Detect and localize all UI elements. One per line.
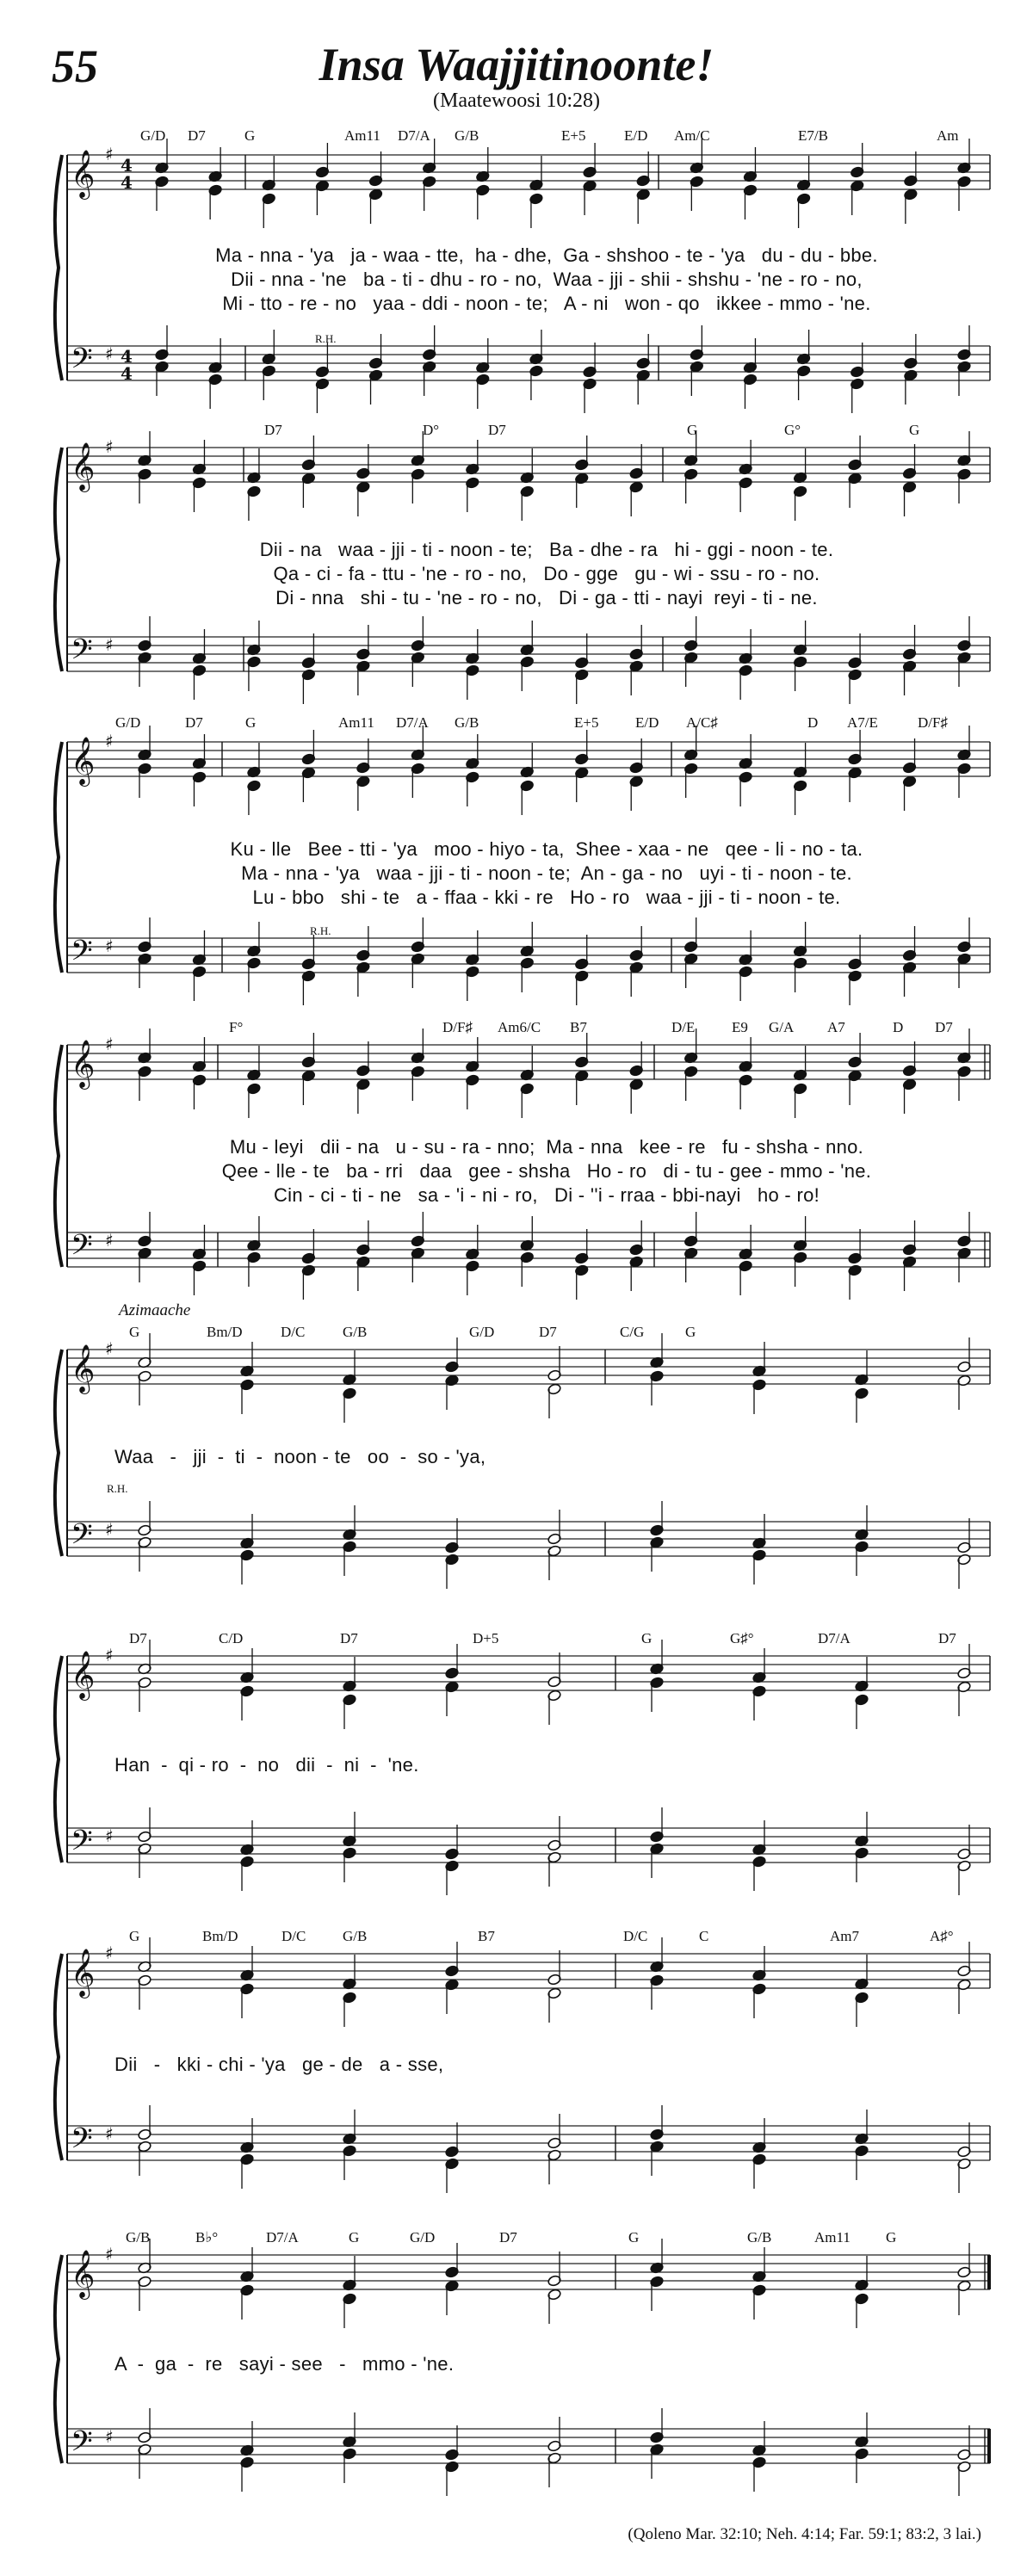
lyric-line: Ku - lle Bee - tti - 'ya moo - hiyo - ta, Shee - xaa - ne qee - li - no - ta. (230, 838, 863, 860)
chord: Am (937, 127, 959, 144)
chord: C/D (219, 1630, 244, 1646)
chord: G/D (410, 2229, 436, 2246)
brace (55, 742, 62, 973)
chord: B7 (478, 1928, 495, 1944)
lyric-line: Ma - nna - 'ya ja - waa - tte, ha - dhe, Ga - shshoo - te - 'ya du - du - bbe. (215, 244, 878, 266)
lyric-line: Han - qi - ro - no dii - ni - 'ne. (114, 1754, 419, 1776)
treble-clef-icon: 𝄞 (71, 1344, 96, 1393)
chord: Am11 (338, 714, 374, 731)
bass-clef-icon: 𝄢 (71, 343, 93, 382)
time-signature: 4 (121, 172, 133, 193)
chord: A♯° (930, 1928, 954, 1944)
treble-clef-icon: 𝄞 (71, 2250, 96, 2298)
chord: G (129, 1324, 140, 1340)
bass-clef-icon: 𝄢 (71, 935, 93, 974)
time-signature: 4 (121, 363, 133, 384)
chord: D7/A (398, 127, 430, 144)
lyric-line: Waa - jji - ti - noon - te oo - so - 'ya, (114, 1446, 486, 1467)
treble-clef-icon: 𝄞 (71, 737, 96, 785)
chord: G/B (126, 2229, 151, 2246)
chord: E9 (732, 1019, 748, 1035)
chord: C/G (620, 1324, 645, 1340)
bass-clef-icon: 𝄢 (71, 633, 93, 673)
chord: G (641, 1630, 653, 1646)
chord: Am11 (344, 127, 380, 144)
treble-clef-icon: 𝄞 (71, 1040, 96, 1088)
chord: D7 (129, 1630, 147, 1646)
chord: G (349, 2229, 360, 2246)
brace (55, 1350, 62, 1556)
chord: A7 (827, 1019, 845, 1035)
sharp-icon: ♯ (105, 1943, 114, 1963)
sharp-icon: ♯ (105, 2426, 114, 2447)
chord: D7 (938, 1630, 956, 1646)
chord: D7/A (396, 714, 429, 731)
hymn-number: 55 (52, 40, 98, 92)
treble-clef-icon: 𝄞 (71, 1949, 96, 1997)
bass-clef-icon: 𝄢 (71, 2122, 93, 2162)
chord: E+5 (561, 127, 586, 144)
chord: G (245, 714, 257, 731)
chord: G (909, 422, 920, 438)
sharp-icon: ♯ (105, 634, 114, 655)
chord: B♭° (195, 2229, 219, 2246)
lyric-line: Qee - lle - te ba - rri daa gee - shsha Ho - ro di - tu - gee - mmo - 'ne. (221, 1160, 872, 1182)
sharp-icon: ♯ (105, 936, 114, 956)
chord: D7 (935, 1019, 953, 1035)
sharp-icon: ♯ (105, 731, 114, 751)
chord: D/C (281, 1324, 306, 1340)
chord: G (687, 422, 698, 438)
chord: D (807, 714, 819, 731)
chord: D/F♯ (442, 1019, 473, 1035)
tempo-marking: Azimaache (119, 1301, 191, 1319)
chord: D/C (281, 1928, 306, 1944)
chord: D7 (185, 714, 203, 731)
sharp-icon: ♯ (105, 436, 114, 457)
hymn-title: Insa Waajjitinoonte! (319, 39, 714, 90)
chord: D (893, 1019, 904, 1035)
sharp-icon: ♯ (105, 1519, 114, 1540)
lyric-line: Cin - ci - ti - ne sa - 'i - ni - ro, Di - ''i - rraa - bbi-nayi ho - ro! (273, 1184, 820, 1206)
chord: Am/C (674, 127, 710, 144)
sharp-icon: ♯ (105, 1034, 114, 1054)
bass-clef-icon: 𝄢 (71, 1229, 93, 1269)
lyric-line: Dii - nna - 'ne ba - ti - dhu - ro - no, Waa - jji - shii - shshu - 'ne - ro - no, (231, 269, 863, 290)
sharp-icon: ♯ (105, 2244, 114, 2264)
chord: E7/B (798, 127, 828, 144)
lyric-line: Dii - na waa - jji - ti - noon - te; Ba - dhe - ra hi - ggi - noon - te. (259, 539, 834, 560)
chord: G♯° (730, 1630, 754, 1646)
scripture-footnote: (Qoleno Mar. 32:10; Neh. 4:14; Far. 59:1; 83:2, 3 lai.) (628, 2525, 981, 2543)
brace (55, 448, 62, 671)
chord: G/D (115, 714, 141, 731)
chord: D7 (539, 1324, 557, 1340)
brace (55, 1656, 62, 1863)
chord: G/B (747, 2229, 772, 2246)
chord: E/D (635, 714, 659, 731)
chord: Bm/D (207, 1324, 243, 1340)
sharp-icon: ♯ (105, 144, 114, 164)
chord: A7/E (847, 714, 878, 731)
chord: G/B (343, 1324, 368, 1340)
brace (55, 1045, 62, 1267)
chord: D7 (188, 127, 206, 144)
bass-clef-icon: 𝄢 (71, 2425, 93, 2465)
chord: D7 (264, 422, 282, 438)
lyric-line: Mu - leyi dii - na u - su - ra - nno; Ma - nna kee - re fu - shsha - nno. (229, 1136, 864, 1158)
chord: G (886, 2229, 897, 2246)
treble-clef-icon: 𝄞 (71, 442, 96, 491)
sharp-icon: ♯ (105, 2123, 114, 2144)
chord: G° (784, 422, 801, 438)
chord: D7 (499, 2229, 517, 2246)
chord: G (244, 127, 256, 144)
chord: D° (423, 422, 440, 438)
chord: G (685, 1324, 696, 1340)
chord: G/A (769, 1019, 795, 1035)
chord: G/B (343, 1928, 368, 1944)
chord: A/C♯ (686, 714, 718, 731)
sharp-icon: ♯ (105, 1825, 114, 1846)
chord: G/D (469, 1324, 495, 1340)
chord: G/B (455, 714, 479, 731)
chord: B7 (570, 1019, 587, 1035)
chord: D/F♯ (918, 714, 948, 731)
chord: G/B (455, 127, 479, 144)
chord: Am11 (814, 2229, 851, 2246)
lyric-line: Mi - tto - re - no yaa - ddi - noon - te; A - ni won - qo ikkee - mmo - 'ne. (222, 293, 871, 314)
lyric-line: A - ga - re sayi - see - mmo - 'ne. (114, 2353, 455, 2375)
rh-mark: R.H. (310, 924, 331, 937)
sharp-icon: ♯ (105, 1338, 114, 1359)
lyric-line: Qa - ci - fa - ttu - 'ne - ro - no, Do - gge gu - wi - ssu - ro - no. (273, 563, 820, 584)
sharp-icon: ♯ (105, 343, 114, 364)
brace (55, 1954, 62, 2160)
chord: C (699, 1928, 709, 1944)
chord: G (628, 2229, 640, 2246)
chord: G/D (140, 127, 166, 144)
chord: D7 (488, 422, 506, 438)
chord: D7/A (818, 1630, 851, 1646)
rh-mark: R.H. (315, 332, 337, 345)
chord: D7/A (266, 2229, 299, 2246)
chord: Am6/C (498, 1019, 541, 1035)
sharp-icon: ♯ (105, 1645, 114, 1665)
time-signature: 4 (121, 155, 133, 176)
rh-mark: R.H. (107, 1482, 128, 1495)
chord: D/E (671, 1019, 696, 1035)
bass-clef-icon: 𝄢 (71, 1825, 93, 1864)
chord: E+5 (574, 714, 599, 731)
scripture-reference: (Maatewoosi 10:28) (433, 90, 600, 112)
chord: Bm/D (202, 1928, 238, 1944)
bass-clef-icon: 𝄢 (71, 1518, 93, 1558)
chord: Am7 (830, 1928, 859, 1944)
chord: E/D (624, 127, 648, 144)
brace (55, 2255, 62, 2463)
lyric-line: Lu - bbo shi - te a - ffaa - kki - re Ho - ro waa - jji - ti - noon - te. (252, 886, 841, 908)
lyric-line: Ma - nna - 'ya waa - jji - ti - noon - te; An - ga - no uyi - ti - noon - te. (241, 862, 852, 884)
chord: D7 (340, 1630, 358, 1646)
sharp-icon: ♯ (105, 1230, 114, 1251)
lyric-line: Di - nna shi - tu - 'ne - ro - no, Di - ga - tti - nayi reyi - ti - ne. (275, 587, 818, 608)
chord: D/C (623, 1928, 648, 1944)
treble-clef-icon: 𝄞 (71, 150, 96, 198)
chord: F° (229, 1019, 244, 1035)
lyric-line: Dii - kki - chi - 'ya ge - de a - sse, (114, 2054, 444, 2075)
treble-clef-icon: 𝄞 (71, 1651, 96, 1699)
brace (55, 155, 62, 380)
time-signature: 4 (121, 346, 133, 367)
chord: G (129, 1928, 140, 1944)
chord: D+5 (473, 1630, 499, 1646)
